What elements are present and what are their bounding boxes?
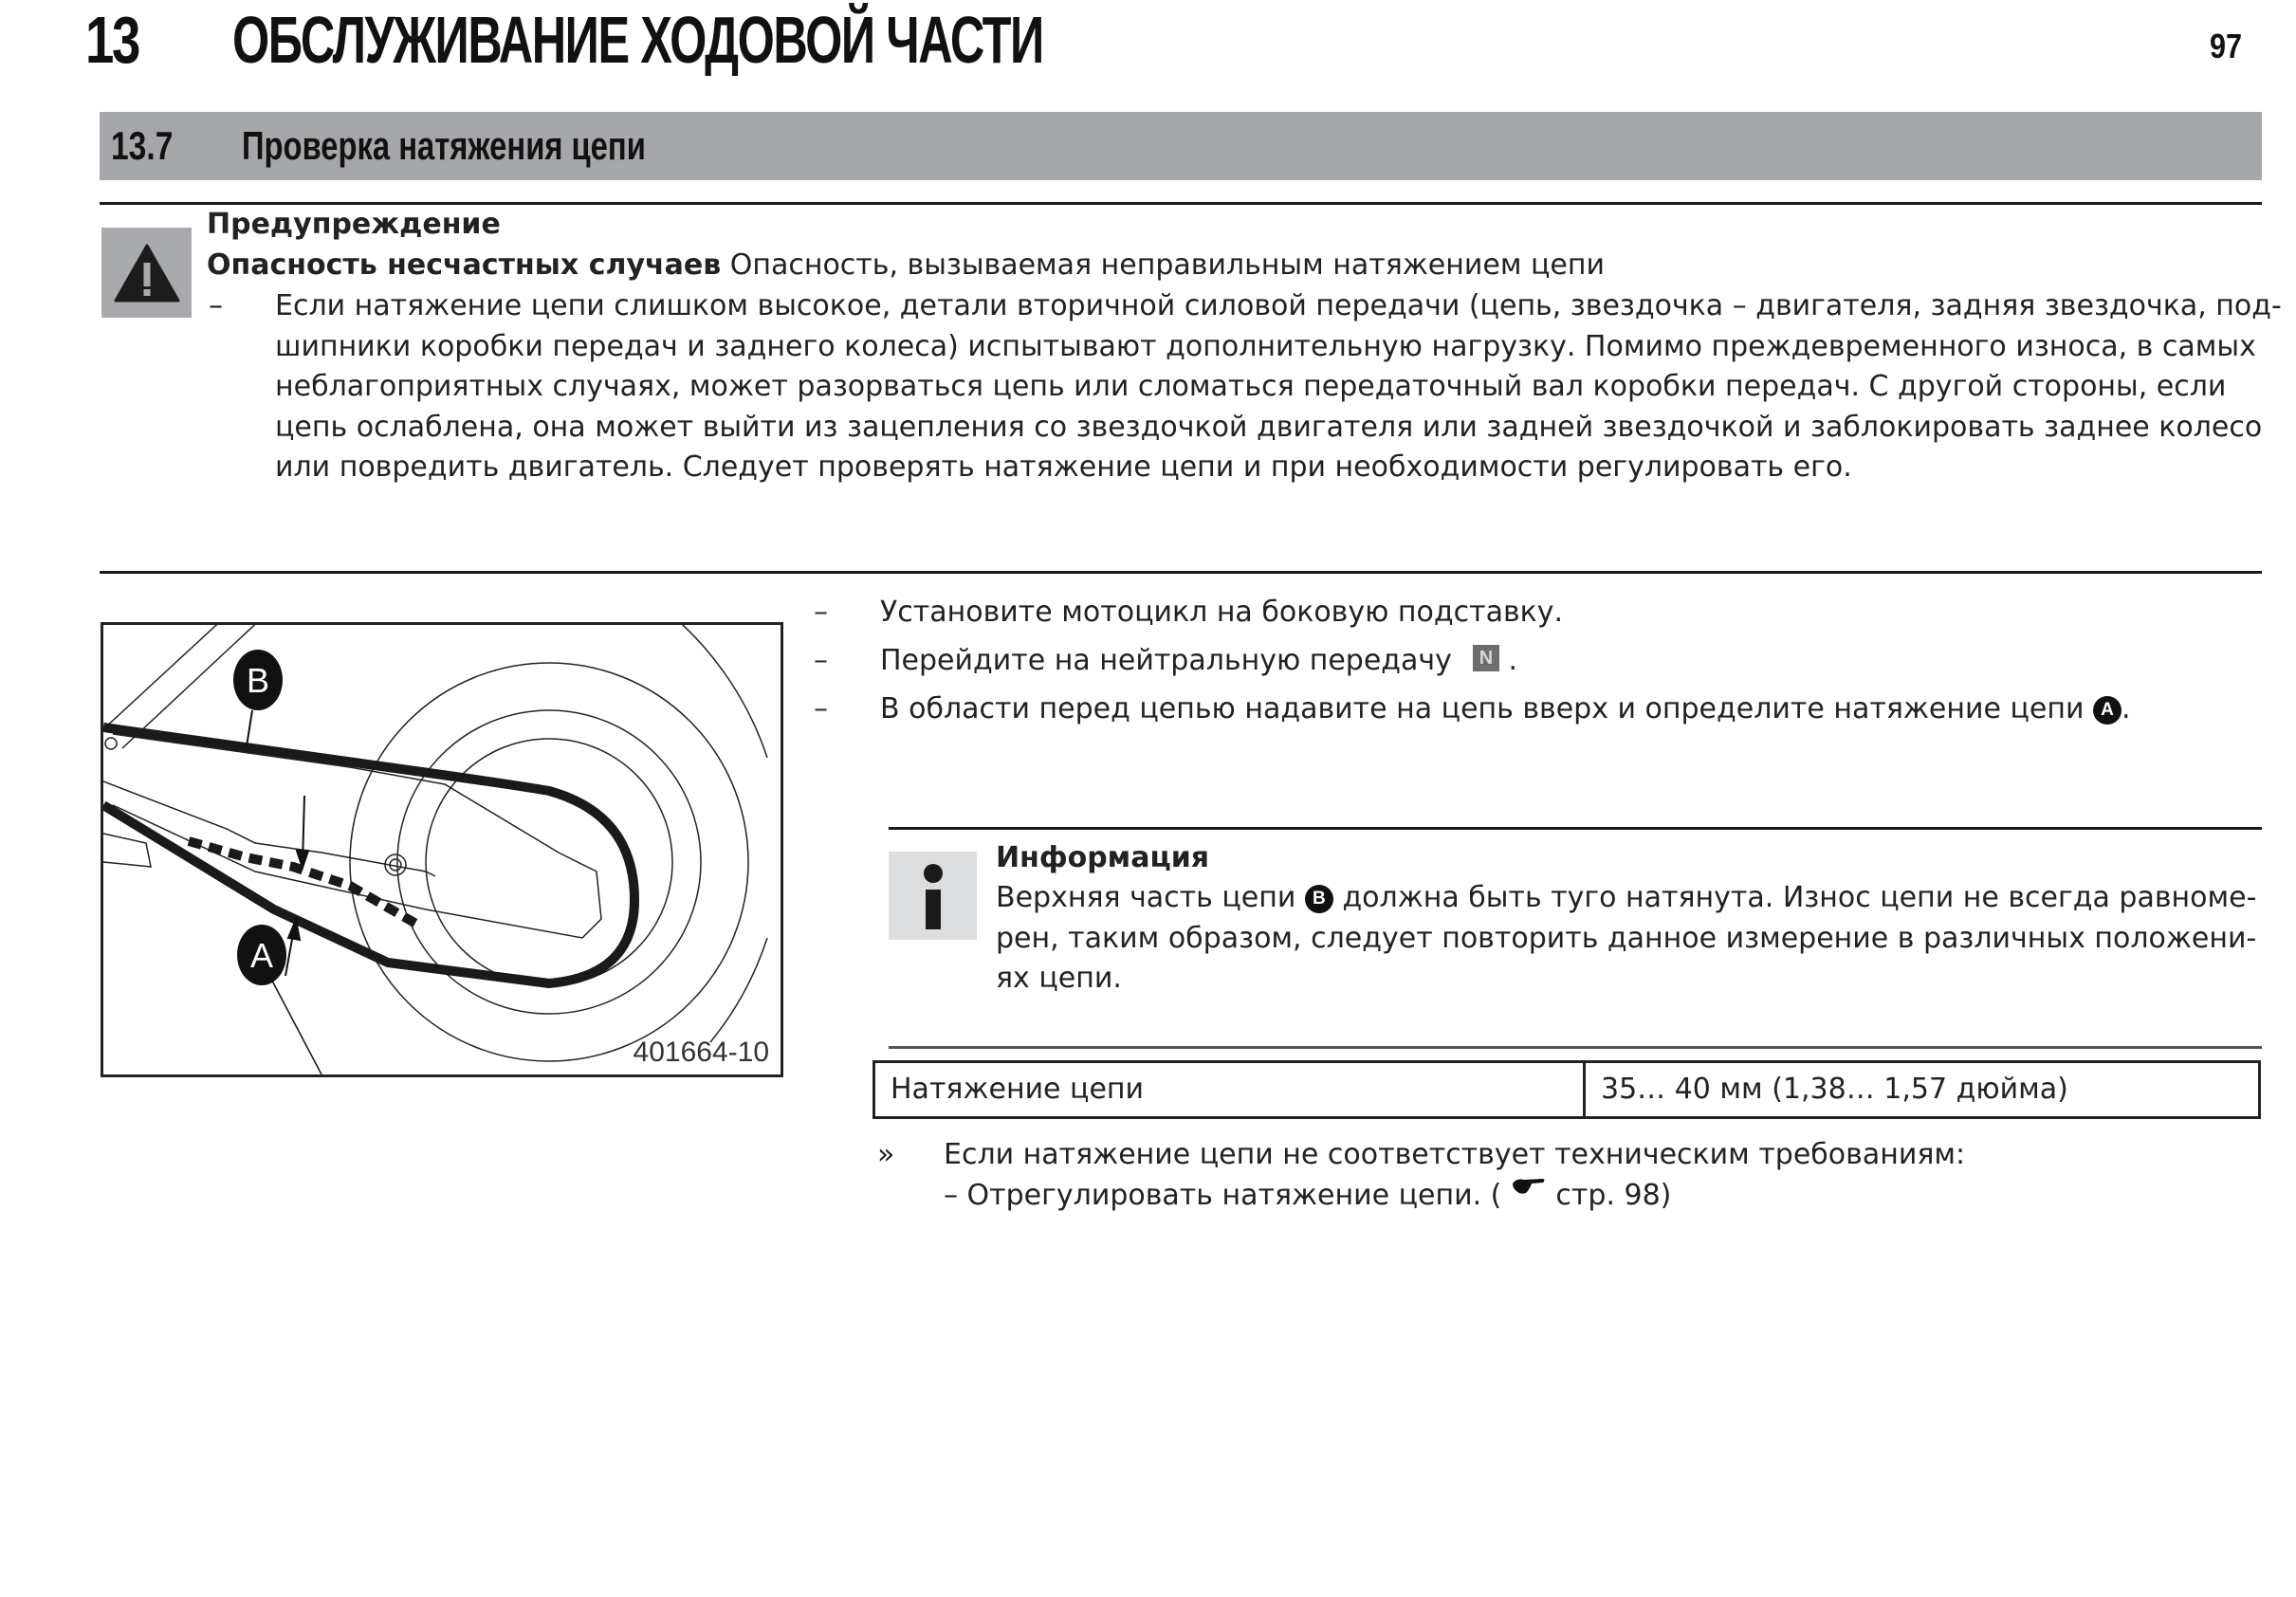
callout-b-label: B — [246, 661, 270, 700]
block-divider — [100, 571, 2262, 574]
warning-bullet: – — [209, 289, 223, 322]
step-item — [814, 641, 1517, 689]
neutral-gear-icon: N — [1473, 645, 1499, 671]
tire-arc-bottom — [710, 938, 767, 1042]
step-item — [814, 689, 2131, 738]
chain-loop — [103, 727, 634, 983]
section-title: Проверка натяжения цепи — [242, 123, 646, 168]
callout-a — [237, 925, 286, 985]
page-number: 97 — [2210, 27, 2243, 65]
section-number: 13.7 — [111, 123, 174, 168]
step-bullet: – — [814, 596, 828, 629]
spec-label-cell: Натяжение цепи — [875, 1063, 1586, 1116]
step-bullet: – — [814, 692, 828, 725]
warning-line: неблагоприятных случаях, может разорваться цепь или сломаться передаточный вал коробки передач. С другой стороны, если — [275, 370, 2227, 403]
hazard-description: Опасность, вызываемая неправильным натяжением цепи — [721, 248, 1605, 282]
spec-table — [872, 1060, 2261, 1119]
condition-text: Если натяжение цепи не соответствует техническим требованиям: — [944, 1138, 1966, 1171]
action-text: – Отрегулировать натяжение цепи. ( — [944, 1179, 1511, 1212]
warning-line: Если натяжение цепи слишком высокое, детали вторичной силовой передачи (цепь, звездочка – двигателя, задняя звездочка, под- — [275, 289, 2282, 322]
info-line: ях цепи. — [996, 962, 1122, 995]
tire-arc-top — [672, 625, 767, 758]
spec-value-cell: 35… 40 мм (1,38… 1,57 дюйма) — [1601, 1073, 2068, 1106]
figure-id: 401664-10 — [633, 1037, 769, 1068]
info-line-text: Верхняя часть цепи — [996, 881, 1305, 914]
callout-a-badge: A — [2093, 696, 2122, 725]
step-item — [814, 593, 1564, 641]
step-text: Установите мотоцикл на боковую подставку. — [880, 596, 1564, 629]
chapter-title: ОБСЛУЖИВАНИЕ ХОДОВОЙ ЧАСТИ — [232, 3, 1043, 77]
warning-hazard — [207, 246, 1605, 286]
pointing-hand-icon — [1511, 1176, 1547, 1197]
step-text: Перейдите на нейтральную передачу — [880, 644, 1452, 677]
warning-heading: Предупреждение — [207, 208, 501, 241]
chapter-number: 13 — [85, 3, 139, 77]
measurement-arrows — [285, 796, 308, 976]
info-line: рен, таким образом, следует повторить данное измерение в различных положени- — [996, 921, 2257, 955]
step-bullet: – — [814, 644, 828, 677]
info-heading: Информация — [996, 841, 1209, 874]
chain-diagram — [103, 625, 781, 1074]
page-reference-link[interactable]: стр. 98) — [1546, 1179, 1672, 1212]
step-suffix: . — [1498, 644, 1517, 677]
warning-triangle-icon — [114, 244, 180, 303]
warning-line: или повредить двигатель. Следует проверять натяжение цепи и при необходимости регулировать его. — [275, 450, 1852, 484]
warning-icon-box — [101, 228, 192, 318]
warning-paragraph — [275, 286, 2282, 488]
info-line — [996, 878, 2256, 919]
callout-b-badge: B — [1305, 885, 1333, 913]
step-text: В области перед цепью надавите на цепь вверх и определите натяжение цепи — [880, 692, 2093, 725]
info-icon — [889, 852, 977, 940]
info-bottom-divider — [889, 1046, 2262, 1049]
chain-tension-figure — [101, 622, 783, 1077]
hazard-label: Опасность несчастных случаев — [207, 248, 722, 282]
steps-list — [814, 593, 2131, 738]
wheel-outer-arc — [350, 663, 748, 1061]
info-top-divider — [889, 827, 2262, 830]
condition-action[interactable] — [944, 1176, 1671, 1217]
step-suffix: . — [2121, 692, 2131, 725]
callout-b — [233, 650, 283, 710]
warning-line: шипники коробки передач и заднего колеса) испытывают дополнительную нагрузку. Помимо преждевременного износа, в самых — [275, 329, 2256, 363]
pivot-bolt — [105, 738, 117, 749]
callout-a-label: A — [249, 936, 274, 975]
condition-marker: » — [877, 1138, 895, 1171]
info-line-text: должна быть туго натянута. Износ цепи не всегда равноме- — [1332, 881, 2257, 914]
info-paragraph — [996, 878, 2256, 1000]
warning-line: цепь ослаблена, она может выйти из зацепления со звездочкой двигателя или задней звездочкой и заблокировать заднее колесо — [275, 410, 2263, 444]
